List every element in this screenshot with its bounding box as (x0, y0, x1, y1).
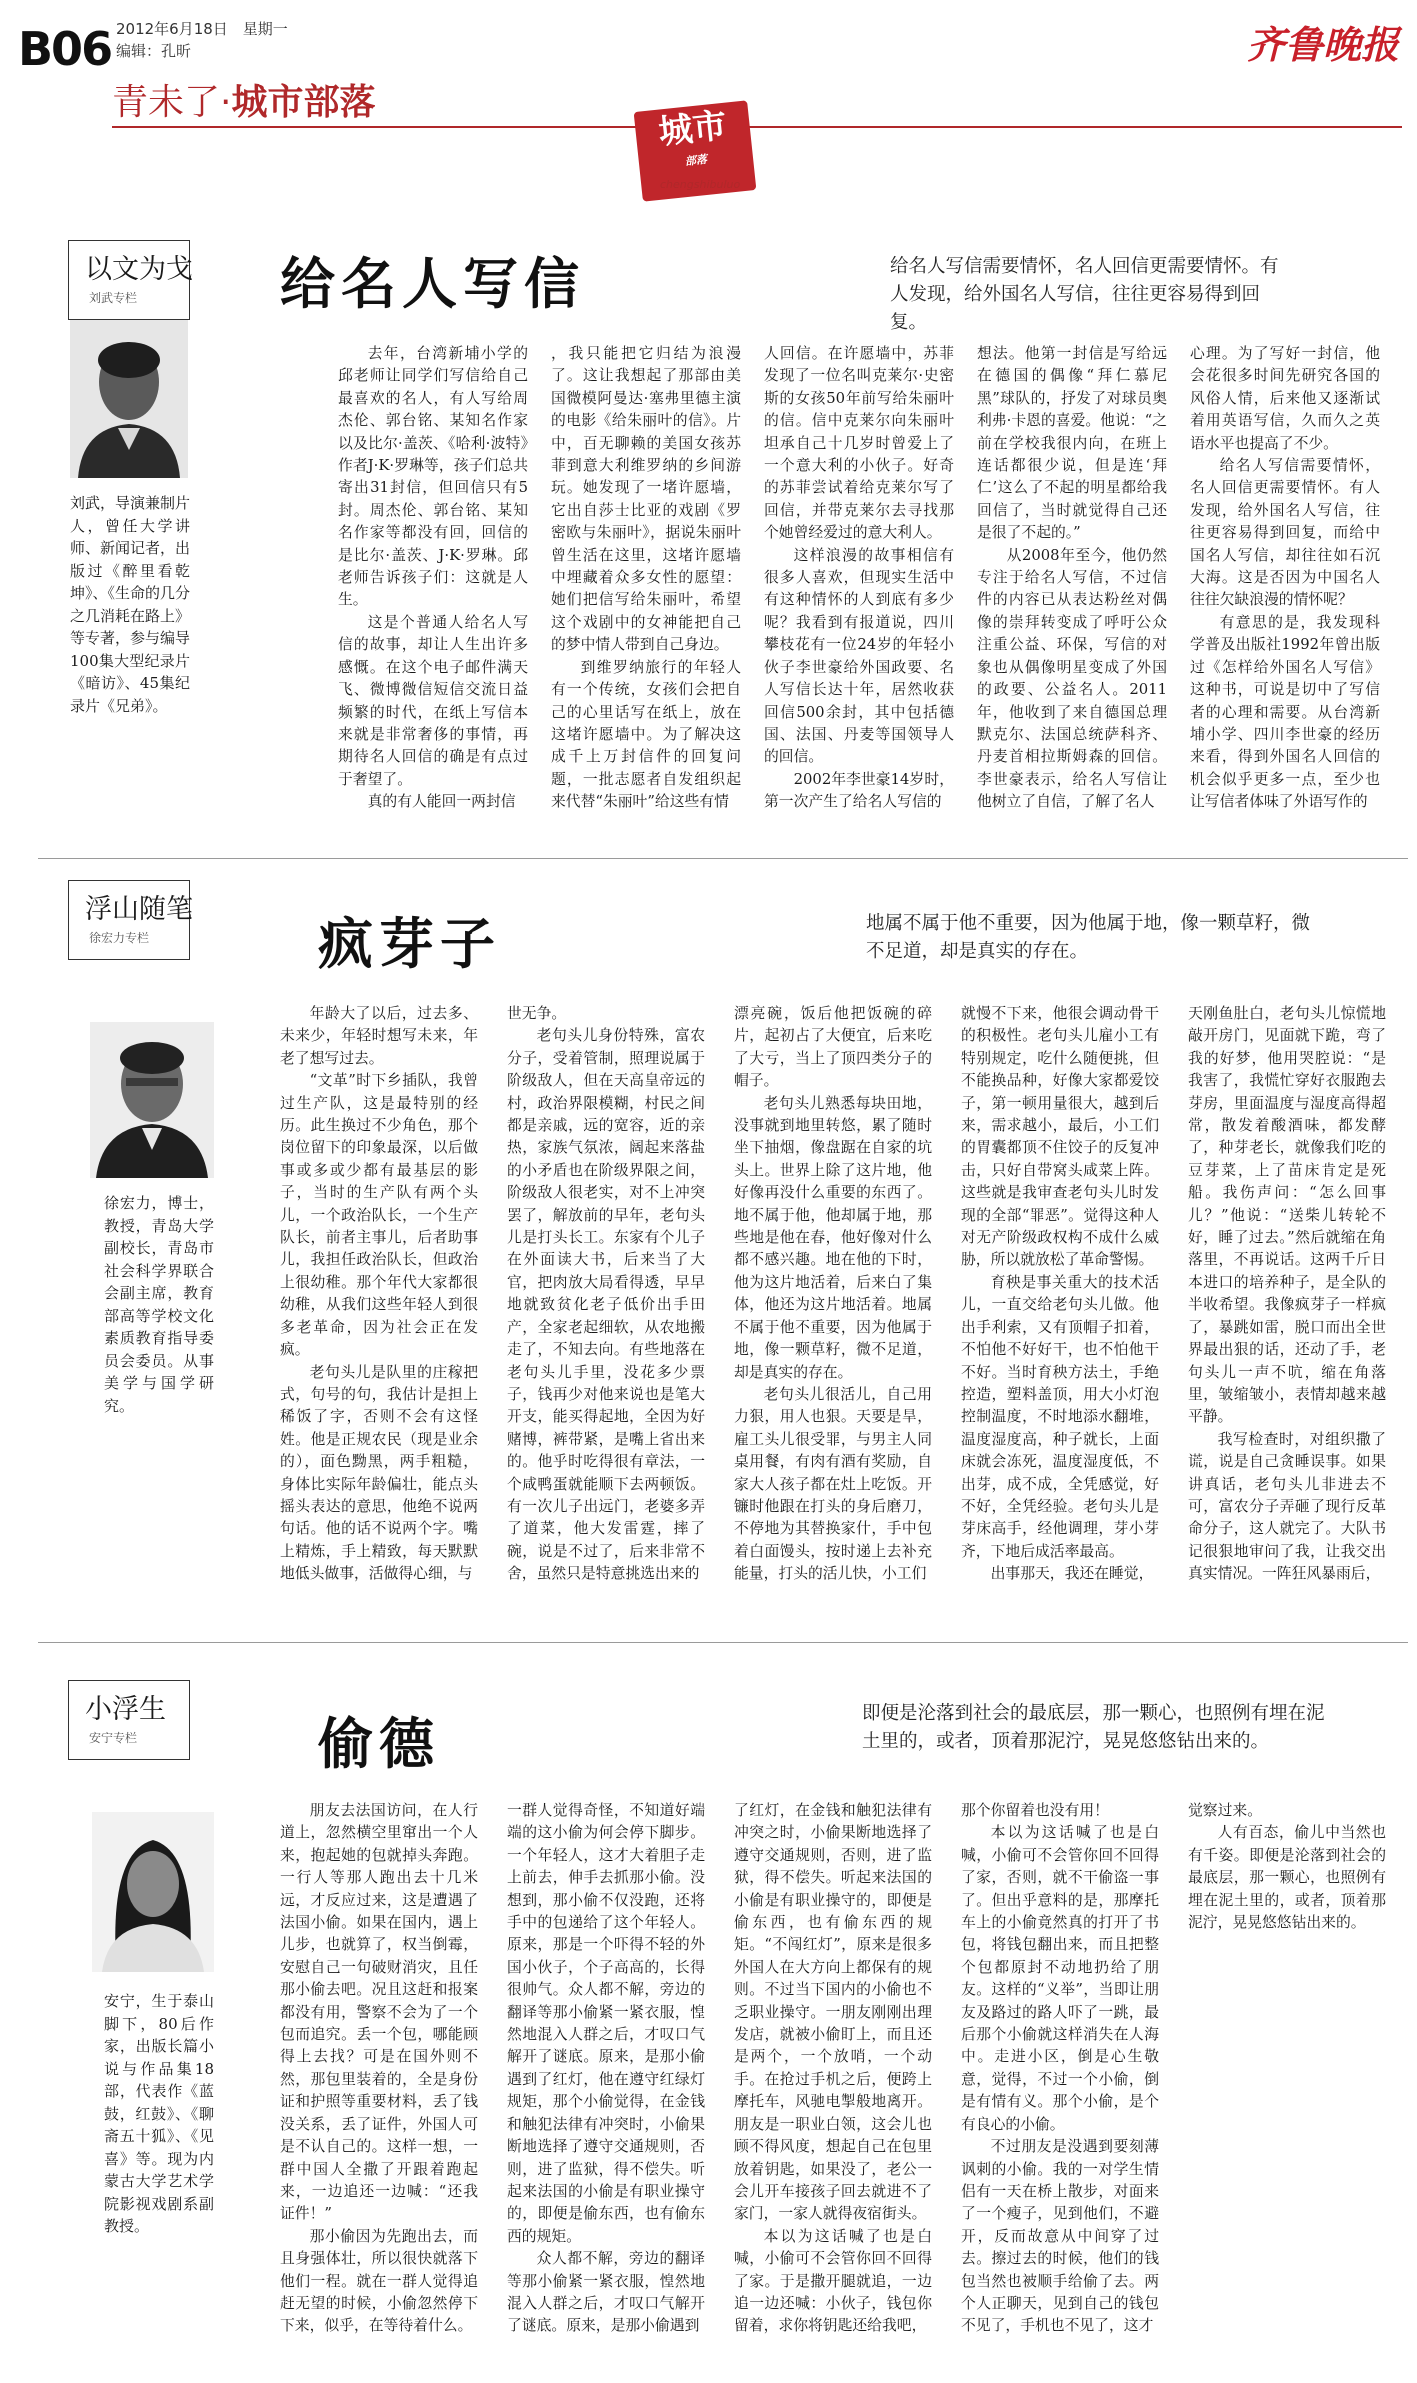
paragraph: 想法。他第一封信是写给远在德国的偶像“拜仁慕尼黑”球队的，抒发了对球员奥利弗·卡恩的喜爱。他说：“之前在学校我很内向，在班上连话都很少说，但是连‘拜仁’这么了不起的明星都给我回信了，当时就觉得自己还是很了不起的。” (977, 345, 1167, 542)
paragraph: 老句头儿是队里的庄稼把式，句号的句，我估计是担上稀饭了字，否则不会有这怪姓。他是正规农民（现是业余的），面色黝黑，两手粗糙，身体比实际年龄偏壮，能点头摇头表达的意思，他绝不说两句话。他的话不说两个字。嘴上精炼，手上精致，每天默默地低头做事，活做得心细，与 (280, 1363, 478, 1583)
column-label-box (68, 240, 193, 320)
paragraph: 就慢不下来，他很会调动骨干的积极性。老句头儿雇小工有特别规定，吃什么随便挑，但不能换品种，好像大家都爱饺子，第一顿用量很大，越到后来，需求越小，最后，小工们的胃囊都顶不住饺子的反复冲击，只好自带窝头咸菜上阵。这些就是我审查老句头儿时发现的全部“罪恶”。觉得这种人对无产阶级政权构不成什么威胁，所以就放松了革命警惕。 (961, 1005, 1159, 1269)
article-column-1 (280, 1003, 478, 1605)
paragraph: 本以为这话喊了也是白喊，小偷可不会管你回不回得了家。于是撒开腿就追，一边追一边还喊：小伙子，钱包你留着，求你将钥匙还给我吧， (734, 2227, 932, 2335)
article-column-3 (734, 1800, 932, 2358)
section-title (112, 74, 375, 125)
section-divider (38, 1642, 1408, 1643)
masthead-logo: 齐鲁晚报 (1246, 22, 1399, 67)
article-column-4 (961, 1800, 1159, 2358)
paragraph: 出事那天，我还在睡觉， (990, 1565, 1154, 1583)
column-label-box (68, 880, 193, 960)
paragraph: 我写检查时，对组织撒了谎，说是自己贪睡误事。如果讲真话，老句头儿非进去不可，富农分子弄砸了现行反革命分子，这人就完了。大队书记很狠地审问了我，让我交出真实情况。一阵狂风暴雨后， (1188, 1430, 1386, 1583)
stamp-subtext: 部落 (684, 152, 708, 169)
paragraph: 朋友去法国访问，在人行道上，忽然横空里窜出一个人来，抱起她的包就掉头奔跑。一行人等那人跑出去十几米远，才反应过来，这是遭遇了法国小偷。如果在国内，遇上儿步，也就算了，权当倒霉，安慰自己一句破财消灾，且任那小偷去吧。况且这赶和报案都没有用，警察不会为了一个包而追究。丢一个包，哪能顾得上去找？可是在国外则不然，那包里装着的，全是身份证和护照等重要材料，丢了钱没关系，丢了证件，外国人可是不认自己的。这样一想，一群中国人全撒了开跟着跑起来，一边追还一边喊：“还我证件！” (280, 1802, 478, 2223)
article-deck: 地属不属于他不重要，因为他属于地，像一颗草籽，微不足道，却是真实的存在。 (866, 913, 1311, 962)
column-name: 小浮生 (85, 1694, 166, 1725)
section-divider (38, 858, 1408, 859)
article-column-2 (507, 1003, 705, 1605)
column-author-tag: 安宁专栏 (89, 1731, 138, 1745)
article-column-5 (1188, 1800, 1386, 2358)
column-author-tag: 刘武专栏 (89, 291, 138, 305)
article-title: 疯芽子 (318, 911, 502, 976)
article-column-5 (1190, 343, 1380, 829)
page-number: B06 (18, 22, 112, 76)
paragraph: 一群人觉得奇怪，不知道好端端的这小偷为何会停下脚步。一个年轻人，这才大着胆子走上前去，伸手去抓那小偷。没想到，那小偷不仅没跑，还将手中的包递给了这个年轻人。原来，那是一个吓得不轻的外国小伙子，个子高高的，长得很帅气。众人都不解，旁边的翻译等那小偷紧一紧衣服，惶然地混入人群之后，才叹口气解开了谜底。原来，是那小偷遇到了红灯，他在遵守红绿灯规矩，那个小偷觉得，在金钱和触犯法律有冲突时，小偷果断地选择了遵守交通规则，否则，进了监狱，得不偿失。听起来法国的小偷是有职业操守的，即便是偷东西，也有偷东西的规矩。 (507, 1802, 705, 2245)
editor-line: 编辑：孔昕 (116, 42, 192, 60)
article-column-4 (961, 1003, 1159, 1605)
paragraph: 老句头儿熟悉每块田地，没事就到地里转悠，累了随时坐下抽烟，像盘踞在自家的坑头上。世界上除了这片地，他好像再没什么重要的东西了。地不属于他，他却属于地，那些地是他在春，他好像对什么都不感兴趣。地在他的下时，他为这片地活着，后来白了集体，他还为这片地活着。地属不属于他不重要，因为他属于地，像一颗草籽，微不足道，却是真实的存在。 (734, 1094, 932, 1381)
paragraph: 有意思的是，我发现科学普及出版社1992年曾出版过《怎样给外国名人写信》这种书，可说是切中了写信者的心理和需要。从台湾新埔小学、四川李世豪的经历来看，得到外国名人回信的机会似乎更多一点，至少也让写信者体味了外语写作的 (1190, 613, 1380, 811)
article-column-2 (551, 343, 741, 829)
author-bio: 安宁，生于泰山脚下，80后作家，出版长篇小说与作品集18部，代表作《蓝鼓，红鼓》、《聊斋五十狐》、《见喜》等。现为内蒙古大学艺术学院影视戏剧系副教授。 (104, 1992, 214, 2235)
paragraph: 了红灯，在金钱和触犯法律有冲突之时，小偷果断地选择了遵守交通规则，否则，进了监狱，得不偿失。听起来法国的小偷是有职业操守的，即便是偷东西，也有偷东西的规矩。“不闯红灯”，原来是很多外国人在大方向上都保有的规则。不过当下国内的小偷也不乏职业操守。一朋友刚刚出理发店，就被小偷盯上，而且还是两个，一个放哨，一个动手。在抢过手机之后，便跨上摩托车，风驰电掣般地离开。朋友是一职业白领，这会儿也顾不得风度，想起自己在包里放着钥匙，如果没了，老公一会儿开车接孩子回去就进不了家门，一家人就得夜宿街头。 (734, 1802, 932, 2223)
article-column-1 (280, 1800, 478, 2358)
paragraph: 老句头儿身份特殊，富农分子，受着管制，照理说属于阶级敌人，但在天高皇帝远的村，政治界限模糊，村民之间都是亲戚，远的宽容，近的亲热，家族气氛浓，阔起来落盐的小矛盾也在阶级界限之间，阶级敌人很老实，对不上冲突罢了，解放前的早年，老句头儿是打头长工。东家有个儿子在外面读大书，后来当了大官，把肉放大局看得透，早早地就致贫化老子低价出手田产，全家老起细软，从农地搬走了，不知去向。有些地落在老句头儿手里，没花多少票子，钱再少对他来说也是笔大开支，能买得起地，全因为好赌博，裤带紧，是嘴上省出来的。他乎时吃得很有章法，一个咸鸭蛋就能顺下去两顿饭。有一次儿子出远门，老婆多弄了道菜，他大发雷霆，摔了碗，说是不过了，后来非常不舍，虽然只是特意挑选出来的 (507, 1027, 705, 1583)
paragraph: 年龄大了以后，过去多、未来少，年轻时想写未来，年老了想写过去。 (280, 1005, 478, 1067)
paragraph: 从2008年至今，他仍然专注于给名人写信，不过信件的内容已从表达粉丝对偶像的崇拜转变成了呼吁公众注重公益、环保，写信的对象也从偶像明星变成了外国的政要、公益名人。2011年，他收到了来自德国总理默克尔、法国总统萨科齐、丹麦首相拉斯姆森的回信。李世豪表示，给名人写信让他树立了自信，了解了名人 (977, 546, 1167, 811)
author-bio: 刘武，导演兼制片人，曾任大学讲师、新闻记者，出版过《醉里看乾坤》、《生命的几分之几消耗在路上》等专著，参与编导100集大型纪录片《暗访》、45集纪录片《兄弟》。 (70, 494, 191, 715)
paragraph: “文革”时下乡插队，我曾过生产队，这是最特别的经历。此生换过不少角色，那个岗位留下的印象最深，以后做事或多或少都有最基层的影子，当时的生产队有两个头儿，一个政治队长，一个生产队长，前者主事儿，后者助事儿，我担任政治队长，但政治上很幼稚。那个年代大家都很幼稚，从我们这些年轻人到很多老革命，因为社会正在发疯。 (280, 1072, 478, 1359)
paragraph: 育秧是事关重大的技术活儿，一直交给老句头儿做。他出手利索，又有顶帽子扣着，不怕他不好好干，也不怕他干不好。当时育秧方法土，手绝控造，塑料盖顶，用大小灯泡控制温度，不时地添水翻堆，温度湿度高，种子就长，上面床就会冻死，温度湿度低，不出芽，成不成，全凭感觉，好不好，全凭经验。老句头儿是芽床高手，经他调理，芽小芽齐，下地后成活率最高。 (961, 1273, 1159, 1560)
paragraph: 老句头儿很活儿，自己用力狠，用人也狠。天要是旱，雇工头儿很受罪，与男主人同桌用餐，有肉有酒有奖励，自家大人孩子都在灶上吃饭。开镰时他跟在打头的身后磨刀，不停地为其替换家什，手中包着白面馒头，按时递上去补充能量，打头的活儿快，小工们 (734, 1385, 932, 1583)
article-column-5 (1188, 1003, 1386, 1605)
paragraph: 那小偷因为先跑出去，而且身强体壮，所以很快就落下他们一程。就在一群人觉得追赶无望的时候，小偷忽然停下下来，似乎，在等待着什么。 (280, 2227, 478, 2335)
article-column-2 (507, 1800, 705, 2358)
paragraph: 众人都不解，旁边的翻译等那小偷紧一紧衣服，惶然地混入人群之后，才叹口气解开了谜底。原来，是那小偷遇到 (507, 2250, 705, 2335)
paragraph: 到维罗纳旅行的年轻人有一个传统，女孩们会把自己的心里话写在纸上，放在这堵许愿墙中。为了解决这成千上万封信件的回复问题，一批志愿者自发组织起来代替“朱丽叶”给这些有情 (551, 658, 741, 811)
paragraph: 真的有人能回一两封信 (367, 793, 516, 811)
section-title-prefix: 青未了· (112, 82, 232, 123)
article-body (338, 343, 1380, 829)
paragraph: 2002年李世豪14岁时，第一次产生了给名人写信的 (764, 770, 954, 811)
paragraph: 人有百态，偷儿中当然也有千姿。即便是沦落到社会的最底层，那一颗心，也照例有埋在泥土里的，或者，顶着那泥泞，晃晃悠悠钻出来的。 (1188, 1824, 1386, 1932)
paragraph: 漂亮碗，饭后他把饭碗的碎片，起初占了大便宜，后来吃了大亏，当上了顶四类分子的帽子。 (734, 1005, 932, 1090)
article-column-1 (338, 343, 528, 829)
article-deck: 给名人写信需要情怀，名人回信更需要情怀。有人发现，给外国名人写信，往往更容易得到回复。 (890, 256, 1279, 333)
column-name: 以文为戈 (85, 254, 193, 285)
article-title: 给名人写信 (280, 251, 586, 316)
paragraph: 世无争。 (507, 1005, 567, 1022)
author-photo (70, 320, 188, 478)
column-name: 浮山随笔 (85, 894, 193, 925)
section-title-main: 城市部落 (231, 82, 376, 123)
paragraph: 不过朋友是没遇到要刻薄讽刺的小偷。我的一对学生情侣有一天在桥上散步，对面来了一个瘦子，见到他们，不避开，反而故意从中间穿了过去。擦过去的时候，他们的钱包当然也被顺手给偷了去。两个人正聊天，见到自己的钱包不见了，手机也不见了，这才 (961, 2138, 1159, 2335)
author-photo (92, 1812, 214, 1972)
paragraph: 人回信。在许愿墙中，苏菲发现了一位名叫克莱尔·史密斯的女孩50年前写给朱丽叶的信。信中克莱尔向朱丽叶坦承自己十几岁时曾爱上了一个意大利的小伙子。好奇的苏菲尝试着给克莱尔写了回信，并带克莱尔去寻找那个她曾经爱过的意大利人。 (764, 345, 954, 542)
article-column-3 (764, 343, 954, 829)
article-column-4 (977, 343, 1167, 829)
column-label-box (68, 1680, 190, 1760)
article-column-3 (734, 1003, 932, 1605)
date-line: 2012年6月18日 星期一 (116, 20, 288, 38)
article-body (280, 1800, 1386, 2358)
paragraph: 觉察过来。 (1188, 1802, 1262, 1819)
paragraph: 去年，台湾新埔小学的邱老师让同学们写信给自己最喜欢的名人，有人写给周杰伦、郭台铭、某知名作家以及比尔·盖茨、《哈利·波特》作者J·K·罗琳等，孩子们总共寄出31封信，但回信只有5封。周杰伦、郭台铭、某知名作家等都没有回，回信的是比尔·盖茨、J·K·罗琳。邱老师告诉孩子们：这就是人生。 (338, 345, 528, 609)
paragraph: 那个你留着也没有用！ (961, 1802, 1109, 1819)
paragraph: 给名人写信需要情怀，名人回信更需要情怀。有人发现，给外国名人写信，往往更容易得到回复，而给中国名人写信，却往往如石沉大海。这是否因为中国名人往往欠缺浪漫的情怀呢？ (1190, 457, 1380, 609)
paragraph: 心理。为了写好一封信，他会花很多时间先研究各国的风俗人情，后来他又逐渐试着用英语写信，久而久之英语水平也提高了不少。 (1190, 345, 1380, 452)
stamp-text: 城市 (656, 105, 729, 153)
paragraph: 这是个普通人给名人写信的故事，却让人生出许多感慨。在这个电子邮件满天飞、微博微信短信交流日益频繁的时代，在纸上写信本来就是非常奢侈的事情，再期待名人回信的确是有点过于奢望了。 (338, 613, 528, 788)
author-photo (90, 1022, 214, 1178)
stamp-pinyin: chengshibuluo (660, 178, 741, 191)
paragraph: 这样浪漫的故事相信有很多人喜欢，但现实生活中有这种情怀的人到底有多少呢？我看到有报道说，四川攀枝花有一位24岁的年轻小伙子李世豪给外国政要、名人写信长达十年，居然收获回信500余封，其中包括德国、法国、丹麦等国领导人的回信。 (764, 546, 954, 766)
paragraph: ，我只能把它归结为浪漫了。这让我想起了那部由美国微模阿曼达·塞弗里德主演的电影《给朱丽叶的信》。片中，百无聊赖的美国女孩苏菲到意大利维罗纳的乡间游玩。她发现了一堵许愿墙，它出自莎士比亚的戏剧《罗密欧与朱丽叶》，据说朱丽叶曾生活在这里，这堵许愿墙中埋藏着众多女性的愿望：她们把信写给朱丽叶，希望这个戏剧中的女神能把自己的梦中情人带到自己身边。 (551, 345, 741, 654)
column-author-tag: 徐宏力专栏 (89, 931, 150, 945)
author-bio: 徐宏力，博士，教授，青岛大学副校长，青岛市社会科学界联合会副主席，教育部高等学校文化素质教育指导委员会委员。从事美学与国学研究。 (104, 1194, 214, 1415)
article-deck: 即便是沦落到社会的最底层，那一颗心，也照例有埋在泥土里的，或者，顶着那泥泞，晃晃悠悠钻出来的。 (862, 1703, 1325, 1752)
header-rule (112, 126, 1402, 128)
paragraph: 天刚鱼肚白，老句头儿惊慌地敲开房门，见面就下跪，弯了我的好梦，他用哭腔说：“是我害了，我慌忙穿好衣服跑去芽房，里面温度与湿度高得超常，散发着酸酒味，都发酵了，种芽老长，就像我们吃的豆芽菜，上了苗床肯定是死船。我伤声问：“怎么回事儿？”他说：“送柴儿转轮不好，睡了过去。”然后就缩在角落里，不再说话。这两千斤日本进口的培养种子，是全队的半收希望。我像疯芽子一样疯了，暴跳如雷，脱口而出全世界最出狠的话，还动了手，老句头儿一声不吭，缩在角落里，皱缩皱小，表情却越来越平静。 (1188, 1005, 1386, 1426)
article-title: 偷德 (318, 1711, 441, 1776)
article-body (280, 1003, 1386, 1605)
paragraph: 本以为这话喊了也是白喊，小偷可不会管你回不回得了家，否则，就不干偷盗一事了。但出乎意料的是，那摩托车上的小偷竟然真的打开了书包，将钱包翻出来，而且把整个包都原封不动地扔给了朋友。这样的“义举”，当即让朋友及路过的路人吓了一跳，最后那个小偷就这样消失在人海中。走进小区，倒是心生敬意，觉得，不过一个小偷，倒是有情有义。那个小偷，是个有良心的小偷。 (961, 1824, 1159, 2133)
